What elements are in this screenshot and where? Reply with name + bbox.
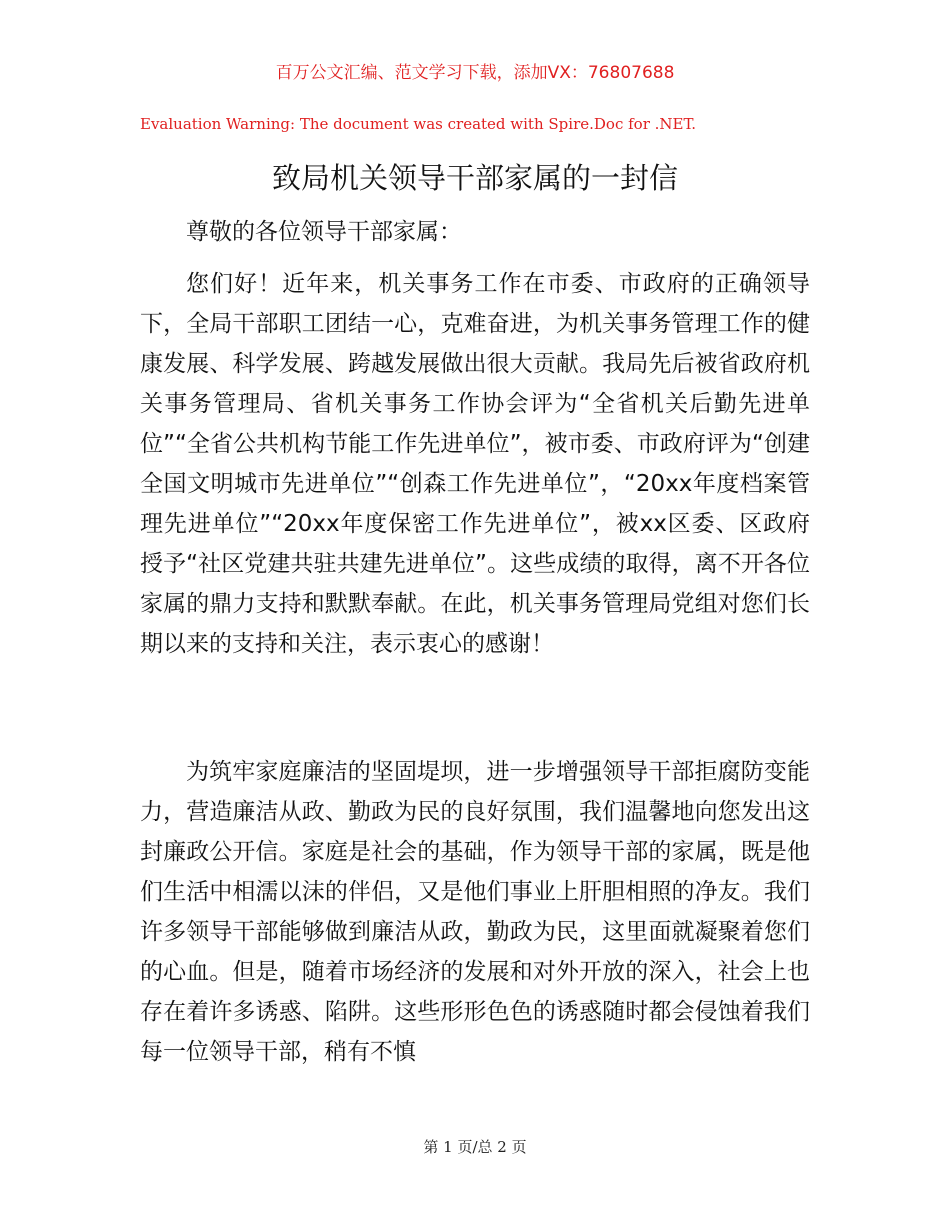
letter-greeting [140, 212, 810, 252]
paragraph-2 [140, 752, 810, 1072]
paragraph-1-text: 您们好！近年来，机关事务工作在市委、市政府的正确领导下，全局干部职工团结一心，克难奋进，为机关事务管理工作的健康发展、科学发展、跨越发展做出很大贡献。我局先后被省政府机关事务管理局、省机关事务工作协会评为“全省机关后勤先进单位”“全省公共机构节能工作先进单位”，被市委、市政府评为“创建全国文明城市先进单位”“创森工作先进单位”，“20xx年度档案管理先进单位”“20xx年度保密工作先进单位”，被xx区委、区政府授予“社区党建共驻共建先进单位”。这些成绩的取得，离不开各位家属的鼎力支持和默默奉献。在此，机关事务管理局党组对您们长期以来的支持和关注，表示衷心的感谢！ [140, 271, 810, 657]
greeting-text: 尊敬的各位领导干部家属： [186, 219, 462, 245]
paragraph-1 [140, 264, 810, 664]
document-title: 致局机关领导干部家属的一封信 [271, 161, 678, 195]
paragraph-2-text: 为筑牢家庭廉洁的坚固堤坝，进一步增强领导干部拒腐防变能力，营造廉洁从政、勤政为民的良好氛围，我们温馨地向您发出这封廉政公开信。家庭是社会的基础，作为领导干部的家属，既是他们生活中相濡以沫的伴侣，又是他们事业上肝胆相照的净友。我们许多领导干部能够做到廉洁从政，勤政为民，这里面就凝聚着您们的心血。但是，随着市场经济的发展和对外开放的深入，社会上也存在着许多诱惑、陷阱。这些形形色色的诱惑随时都会侵蚀着我们每一位领导干部，稍有不慎 [140, 759, 810, 1065]
evaluation-warning: Evaluation Warning: The document was created with Spire.Doc for .NET. [140, 115, 697, 133]
header-banner: 百万公文汇编、范文学习下载，添加VX：76807688 [275, 63, 675, 83]
page-footer: 第 1 页/总 2 页 [423, 1138, 527, 1156]
